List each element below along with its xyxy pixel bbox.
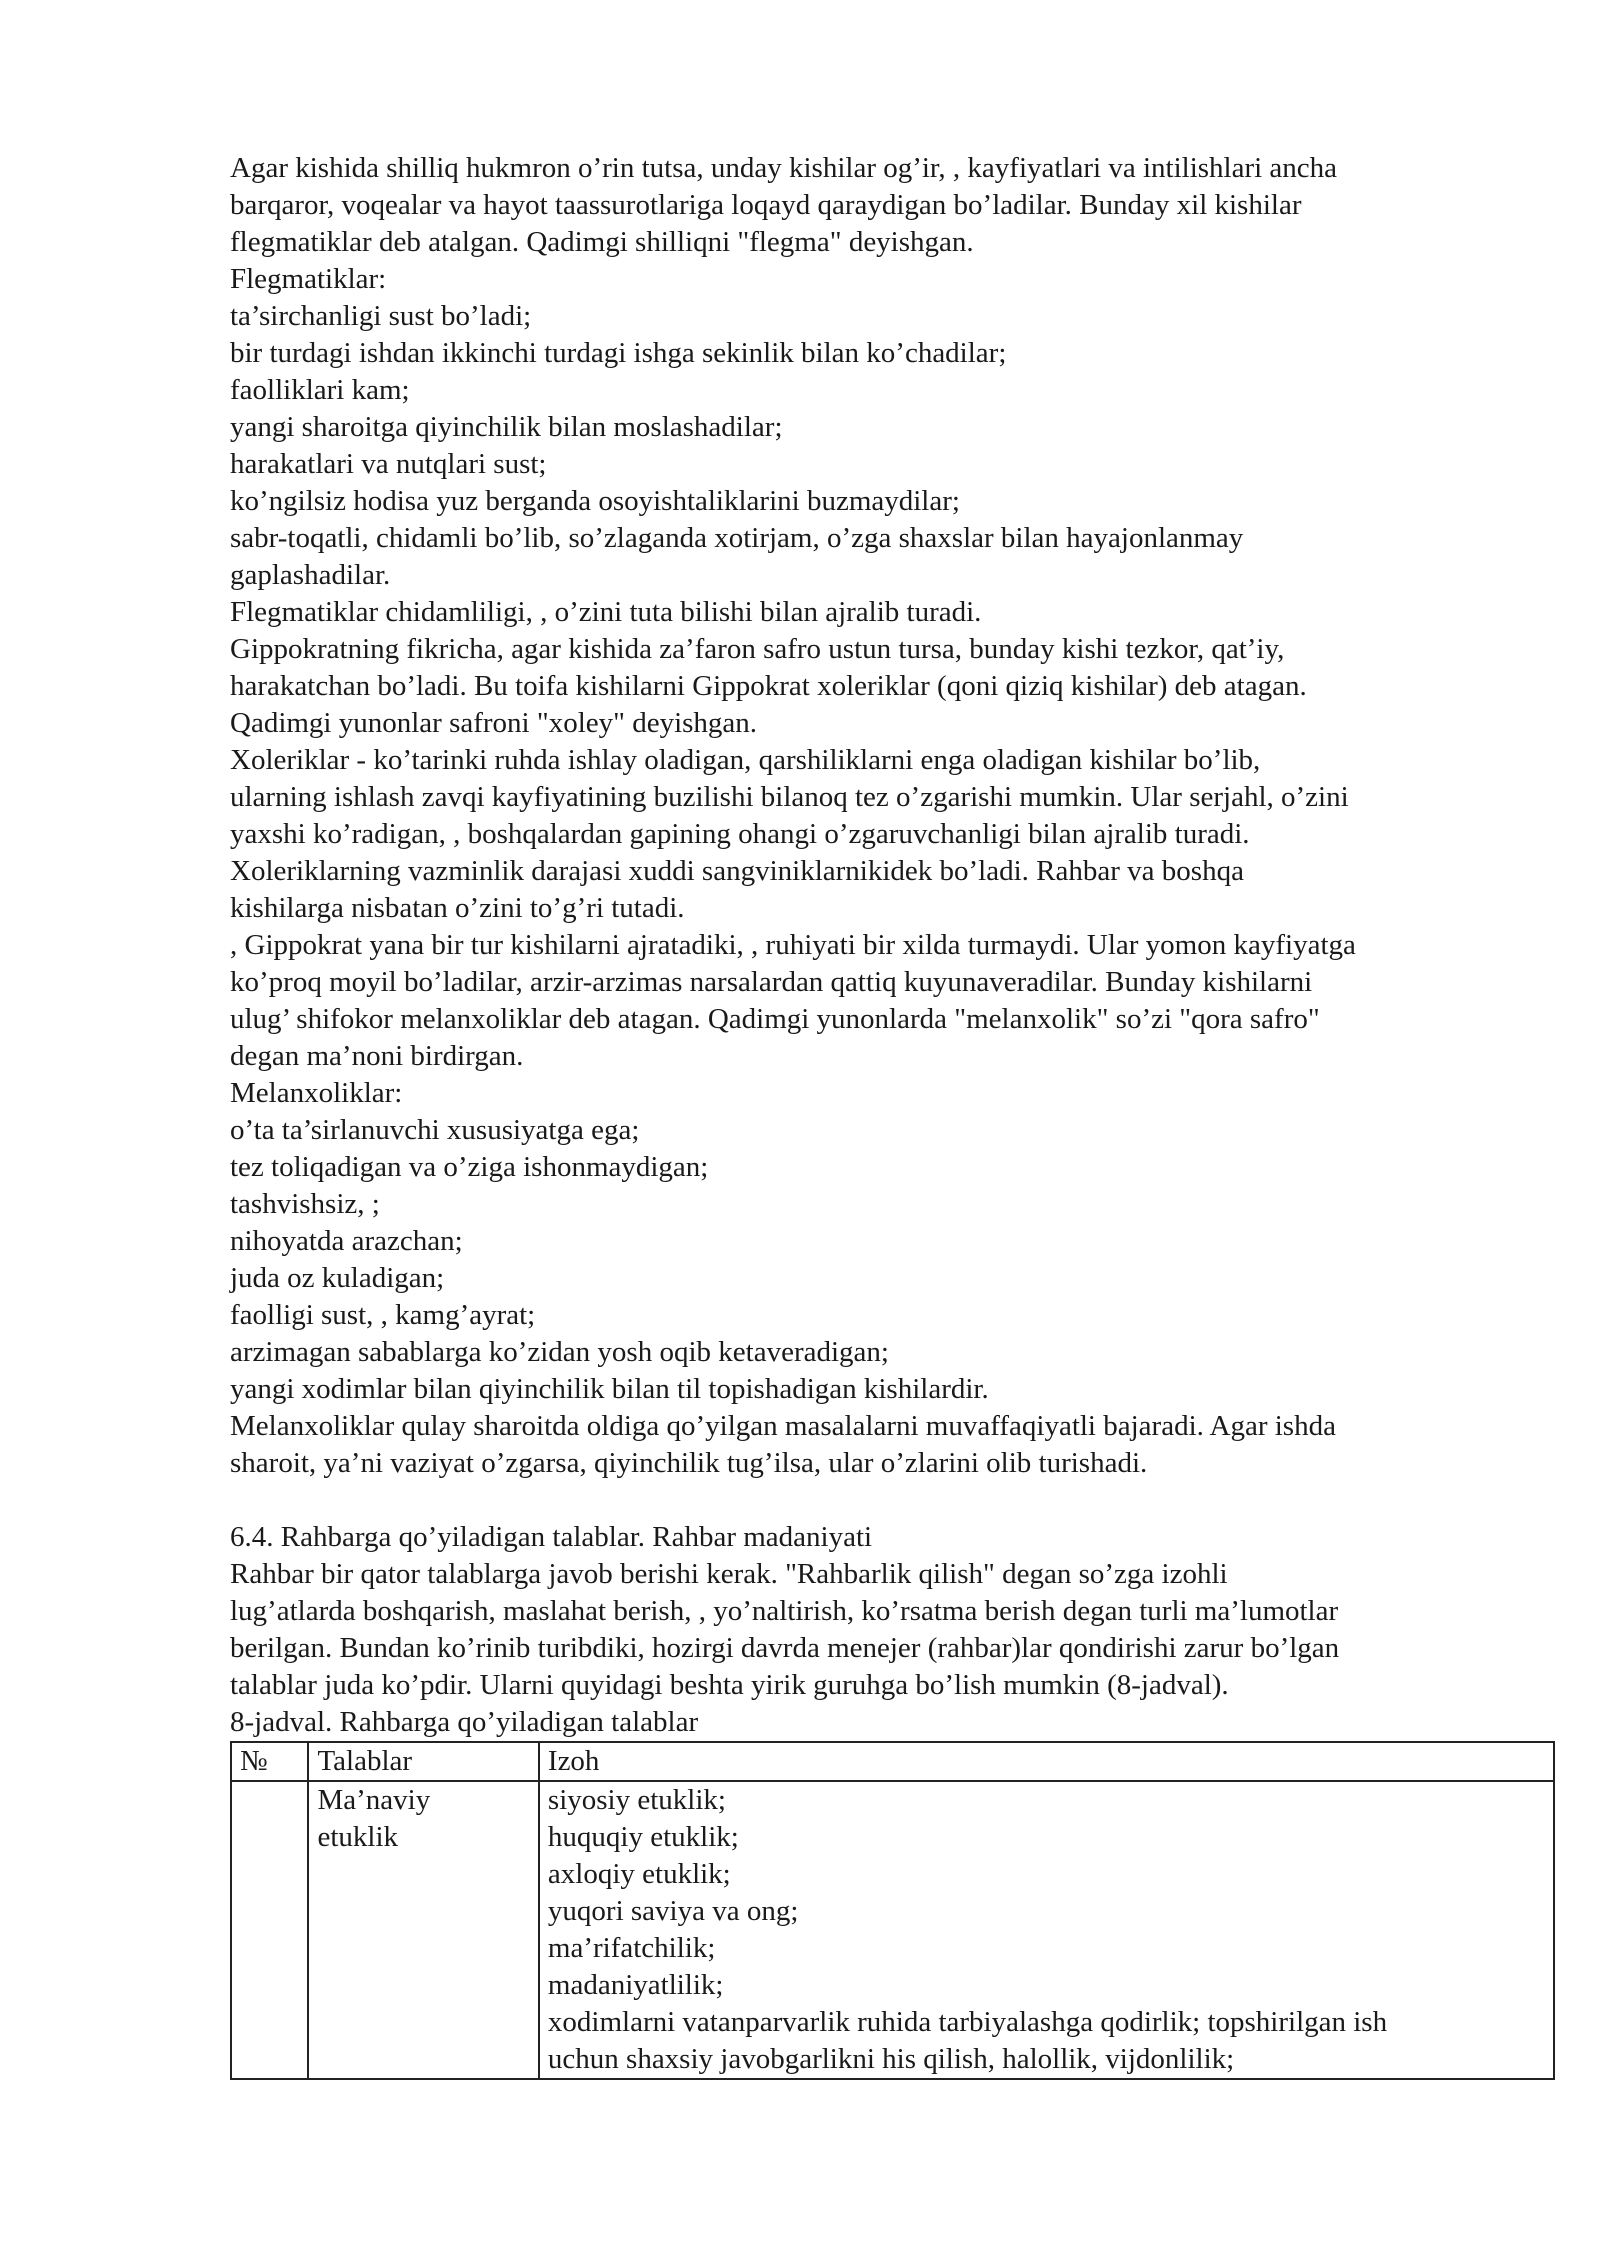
table-caption: 8-jadval. Rahbarga qo’yiladigan talablar <box>230 1706 699 1738</box>
text-line: o’ta ta’sirlanuvchi xususiyatga ega; <box>230 1114 640 1146</box>
cell-text-line: yuqori saviya va ong; <box>547 1895 799 1927</box>
text-line: Xoleriklar - ko’tarinki ruhda ishlay oladigan, qarshiliklarni enga oladigan kishilar bo’lib, <box>230 744 1261 776</box>
text-line: kishilarga nisbatan o’zini to’g’ri tutadi. <box>230 892 685 924</box>
text-line: bir turdagi ishdan ikkinchi turdagi ishga sekinlik bilan ko’chadilar; <box>230 337 1007 369</box>
text-line: sabr-toqatli, chidamli bo’lib, so’zlaganda xotirjam, o’zga shaxslar bilan hayajonlanmay <box>230 522 1244 554</box>
text-line: ularning ishlash zavqi kayfiyatining buzilishi bilanoq tez o’zgarishi mumkin. Ular serjahl, o’zini <box>230 781 1349 813</box>
table-header-row <box>231 1742 1554 1781</box>
cell-text-line: etuklik <box>317 1821 399 1853</box>
cell-text-line: xodimlarni vatanparvarlik ruhida tarbiyalashga qodirlik; topshirilgan ish <box>547 2006 1388 2038</box>
cell-requirement <box>308 1781 538 2079</box>
text-line: Melanxoliklar: <box>230 1077 403 1109</box>
text-line: juda oz kuladigan; <box>230 1262 445 1294</box>
text-line: ta’sirchanligi sust bo’ladi; <box>230 300 532 332</box>
text-line: ko’proq moyil bo’ladilar, arzir-arzimas narsalardan qattiq kuyunaveradilar. Bunday kishilarni <box>230 966 1313 998</box>
paragraph-gap <box>230 1482 1560 1519</box>
text-line: Gippokratning fikricha, agar kishida za’faron safro ustun tursa, bunday kishi tezkor, qat’iy, <box>230 633 1285 665</box>
text-line: Flegmatiklar: <box>230 263 387 295</box>
text-line: ulug’ shifokor melanxoliklar deb atagan. Qadimgi yunonlarda "melanxolik" so’zi "qora safro" <box>230 1003 1320 1035</box>
text-line: berilgan. Bundan ko’rinib turibdiki, hozirgi davrda menejer (rahbar)lar qondirishi zarur bo’lgan <box>230 1632 1340 1664</box>
header-number: № <box>231 1742 308 1781</box>
text-line: Flegmatiklar chidamliligi, , o’zini tuta bilishi bilan ajralib turadi. <box>230 596 982 628</box>
text-line: gaplashadilar. <box>230 559 391 591</box>
text-line: sharoit, ya’ni vaziyat o’zgarsa, qiyinchilik tug’ilsa, ular o’zlarini olib turishadi. <box>230 1447 1148 1479</box>
text-line: yangi sharoitga qiyinchilik bilan moslashadilar; <box>230 411 783 443</box>
text-line: nihoyatda arazchan; <box>230 1225 463 1257</box>
text-line: faolligi sust, , kamg’ayrat; <box>230 1299 536 1331</box>
text-line: harakatlari va nutqlari sust; <box>230 448 547 480</box>
requirements-table <box>230 1741 1555 2080</box>
text-line: yangi xodimlar bilan qiyinchilik bilan til topishadigan kishilardir. <box>230 1373 989 1405</box>
cell-text-line: uchun shaxsiy javobgarlikni his qilish, halollik, vijdonlilik; <box>547 2043 1235 2075</box>
document-page <box>230 150 1560 2080</box>
cell-number <box>231 1781 308 2079</box>
cell-text-line: huquqiy etuklik; <box>547 1821 739 1853</box>
cell-text-line: madaniyatlilik; <box>547 1969 724 2001</box>
text-line: ko’ngilsiz hodisa yuz berganda osoyishtaliklarini buzmaydilar; <box>230 485 960 517</box>
body-text <box>230 150 1560 1482</box>
cell-text-line: Ma’naviy <box>317 1784 431 1816</box>
cell-text-line: axloqiy etuklik; <box>547 1858 731 1890</box>
text-line: Melanxoliklar qulay sharoitda oldiga qo’yilgan masalalarni muvaffaqiyatli bajaradi. Agar ishda <box>230 1410 1336 1442</box>
text-line: flegmatiklar deb atalgan. Qadimgi shilliqni "flegma" deyishgan. <box>230 226 974 258</box>
text-line: arzimagan sabablarga ko’zidan yosh oqib ketaveradigan; <box>230 1336 889 1368</box>
text-line: harakatchan bo’ladi. Bu toifa kishilarni Gippokrat xoleriklar (qoni qiziq kishilar) deb atagan. <box>230 670 1307 702</box>
text-line: tez toliqadigan va o’ziga ishonmaydigan; <box>230 1151 709 1183</box>
cell-text-line: ma’rifatchilik; <box>547 1932 716 1964</box>
text-line: yaxshi ko’radigan, , boshqalardan gapining ohangi o’zgaruvchanligi bilan ajralib turadi. <box>230 818 1250 850</box>
text-line: lug’atlarda boshqarish, maslahat berish, , yo’naltirish, ko’rsatma berish degan turli ma’lumotlar <box>230 1595 1339 1627</box>
text-line: , Gippokrat yana bir tur kishilarni ajratadiki, , ruhiyati bir xilda turmaydi. Ular yomon kayfiyatga <box>230 929 1356 961</box>
text-line: talablar juda ko’pdir. Ularni quyidagi beshta yirik guruhga bo’lish mumkin (8-jadval). <box>230 1669 1229 1701</box>
text-line: Qadimgi yunonlar safroni "xoley" deyishgan. <box>230 707 758 739</box>
text-line: degan ma’noni birdirgan. <box>230 1040 524 1072</box>
text-line: barqaror, voqealar va hayot taassurotlariga loqayd qaraydigan bo’ladilar. Bunday xil kishilar <box>230 189 1302 221</box>
text-line: Agar kishida shilliq hukmron o’rin tutsa, unday kishilar og’ir, , kayfiyatlari va intilishlari ancha <box>230 152 1338 184</box>
text-line: Rahbar bir qator talablarga javob berishi kerak. "Rahbarlik qilish" degan so’zga izohli <box>230 1558 1228 1590</box>
cell-text-line: siyosiy etuklik; <box>547 1784 726 1816</box>
section-text <box>230 1519 1560 1741</box>
section-heading: 6.4. Rahbarga qo’yiladigan talablar. Rahbar madaniyati <box>230 1521 873 1553</box>
text-line: Xoleriklarning vazminlik darajasi xuddi sangviniklarnikidek bo’ladi. Rahbar va boshqa <box>230 855 1244 887</box>
header-requirements: Talablar <box>308 1742 538 1781</box>
text-line: tashvishsiz, ; <box>230 1188 380 1220</box>
cell-notes <box>539 1781 1554 2079</box>
header-notes: Izoh <box>539 1742 1554 1781</box>
text-line: faolliklari kam; <box>230 374 410 406</box>
table-row <box>231 1781 1554 2079</box>
